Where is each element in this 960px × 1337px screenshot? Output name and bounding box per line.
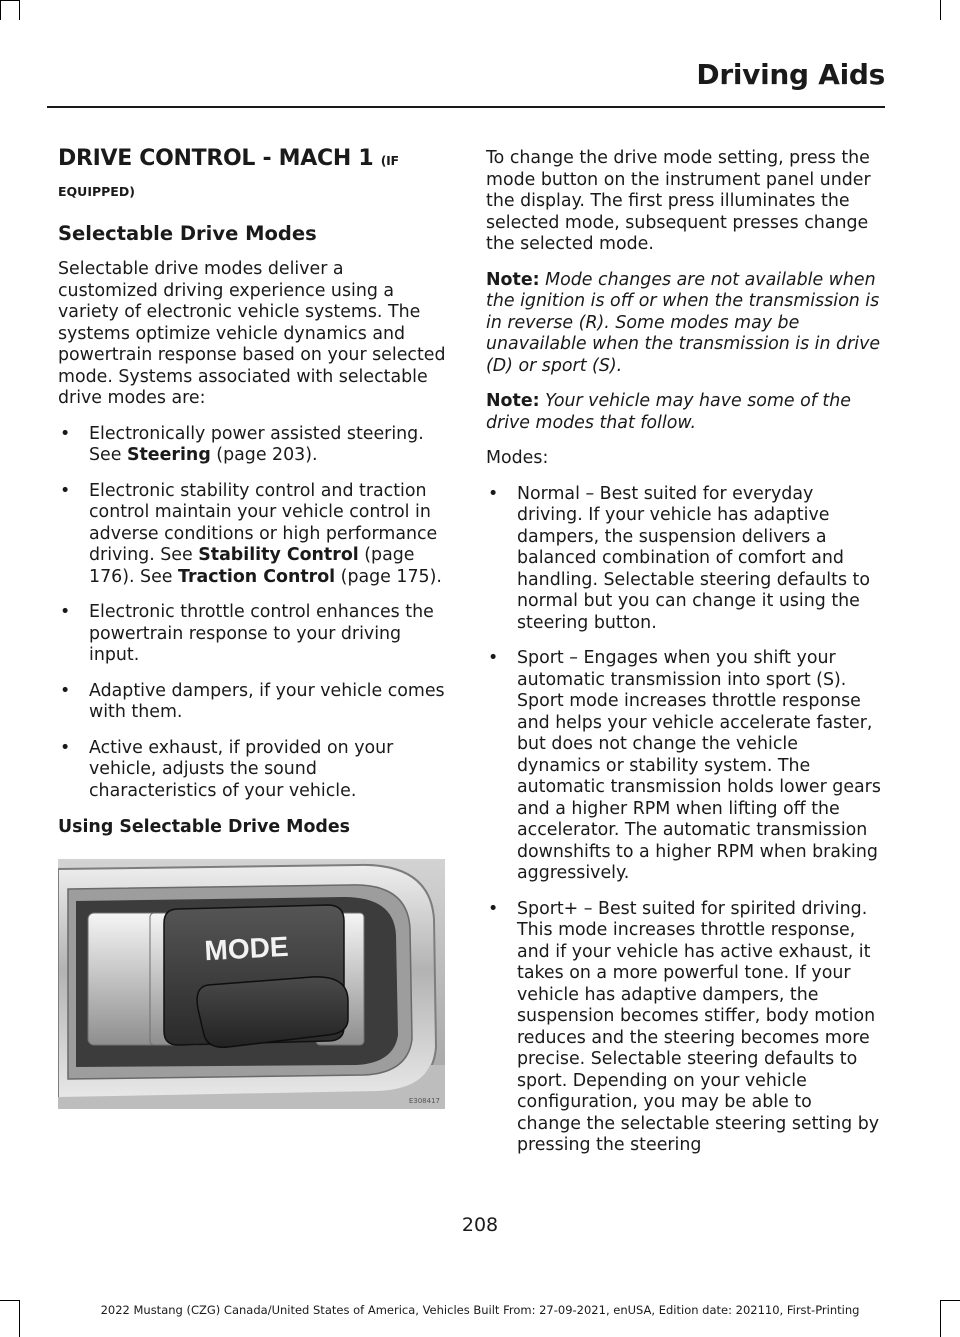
list-item xyxy=(486,899,881,1157)
bullet-icon: • xyxy=(60,737,71,758)
note-paragraph xyxy=(486,391,881,434)
list-item xyxy=(58,424,448,467)
modes-label: Modes: xyxy=(486,448,549,468)
note-label: Note: xyxy=(486,269,540,290)
bullet-icon: • xyxy=(60,602,71,622)
mode-button-illustration xyxy=(58,859,445,1109)
bullet-icon: • xyxy=(60,423,71,444)
list-item xyxy=(58,681,448,724)
right-column xyxy=(486,148,881,1171)
bullet-icon: • xyxy=(60,480,71,501)
crop-mark xyxy=(19,0,20,20)
left-column xyxy=(58,142,448,856)
list-item-text: Active exhaust, if provided on your vehicle, adjusts the sound characteristics of your vehicle. xyxy=(89,737,394,801)
list-item-text: Sport+ – Best suited for spirited driving. This mode increases throttle response, and if your vehicle has active exhaust, it takes on a more powerful tone. If your vehicle has adaptive dampers, the suspension becomes stiffer, body motion reduces and the steering becomes more precise. Selectable steering defaults to sport. Depending on your vehicle configuration, you may be able to change the selectable steering setting by pressing the steering xyxy=(517,898,880,1155)
figure-id: E308417 xyxy=(408,1097,440,1105)
crop-mark xyxy=(940,0,941,20)
section-title xyxy=(58,142,448,178)
list-item-text: Electronically power assisted steering. See xyxy=(89,423,424,465)
list-item xyxy=(58,602,448,667)
list-item-text: (page 176). See xyxy=(89,545,415,587)
list-item xyxy=(486,484,881,635)
subheading-selectable-modes: Selectable Drive Modes xyxy=(58,222,317,245)
crop-mark xyxy=(940,1300,960,1301)
list-item-text: Adaptive dampers, if your vehicle comes with them. xyxy=(89,680,445,722)
list-item-text: Sport – Engages when you shift your automatic transmission into sport (S). Sport mode increases throttle response and helps your vehicle accelerate faster, but does not change the vehicle dynamics or stability system. The automatic transmission holds lower gears and a higher RPM when lifting off the accelerator. The automatic transmission downshifts to a higher RPM when braking aggressively. xyxy=(517,648,881,883)
list-item-text: Electronic stability control and traction control maintain your vehicle control in adverse conditions or high performance driving. See xyxy=(89,480,438,565)
page-number: 208 xyxy=(461,1214,499,1236)
mode-button-label: MODE xyxy=(203,930,290,967)
modes-list xyxy=(486,484,881,1157)
list-item-text: (page 175). xyxy=(335,566,442,587)
list-item-text: (page 203). xyxy=(210,445,318,465)
list-item xyxy=(486,648,881,885)
crop-mark xyxy=(0,0,1,20)
cross-reference-link[interactable]: Traction Control xyxy=(178,566,336,587)
cross-reference-link[interactable]: Steering xyxy=(126,445,211,465)
header-divider xyxy=(47,106,885,108)
bullet-icon: • xyxy=(488,648,499,668)
section-title-suffix: (IF xyxy=(380,153,399,168)
list-item xyxy=(58,481,448,589)
note-text: Your vehicle may have some of the drive modes that follow. xyxy=(486,391,851,433)
cross-reference-link[interactable]: Stability Control xyxy=(198,545,359,565)
list-item-text: Normal – Best suited for everyday driving. If your vehicle has adaptive dampers, the suspension delivers a balanced combination of comfort and handling. Selectable steering defaults to normal but you can change it using the steering button. xyxy=(517,483,871,633)
mode-button-icon xyxy=(58,859,445,1109)
list-item xyxy=(58,738,448,803)
subheading-using-modes: Using Selectable Drive Modes xyxy=(58,817,351,837)
page-footer: 2022 Mustang (CZG) Canada/United States of America, Vehicles Built From: 27-09-2021, enUSA, Edition date: 202110, First-Printing xyxy=(100,1303,860,1317)
crop-mark xyxy=(0,1300,20,1301)
note-text: Mode changes are not available when the ignition is off or when the transmission is in reverse (R). Some modes may be unavailable when the transmission is in drive (D) or sport (S). xyxy=(486,269,881,376)
systems-list xyxy=(58,424,448,803)
crop-mark xyxy=(0,0,20,1)
bullet-icon: • xyxy=(488,898,499,919)
bullet-icon: • xyxy=(488,483,499,504)
note-label: Note: xyxy=(486,391,540,411)
section-title-suffix-continued: EQUIPPED) xyxy=(58,184,135,199)
intro-paragraph: Selectable drive modes deliver a customized driving experience using a variety of electronic vehicle systems. The systems optimize vehicle dynamics and powertrain response based on your selected mode. Systems associated with selectable drive modes are: xyxy=(58,259,446,408)
section-title-text: DRIVE CONTROL - MACH 1 xyxy=(58,146,374,171)
list-item-text: Electronic throttle control enhances the powertrain response to your driving input. xyxy=(89,602,434,665)
note-paragraph xyxy=(486,270,881,378)
instruction-paragraph: To change the drive mode setting, press the mode button on the instrument panel under the display. The first press illuminates the selected mode, subsequent presses change the selected mode. xyxy=(486,148,871,254)
bullet-icon: • xyxy=(60,680,71,701)
page-header-title: Driving Aids xyxy=(696,58,885,91)
